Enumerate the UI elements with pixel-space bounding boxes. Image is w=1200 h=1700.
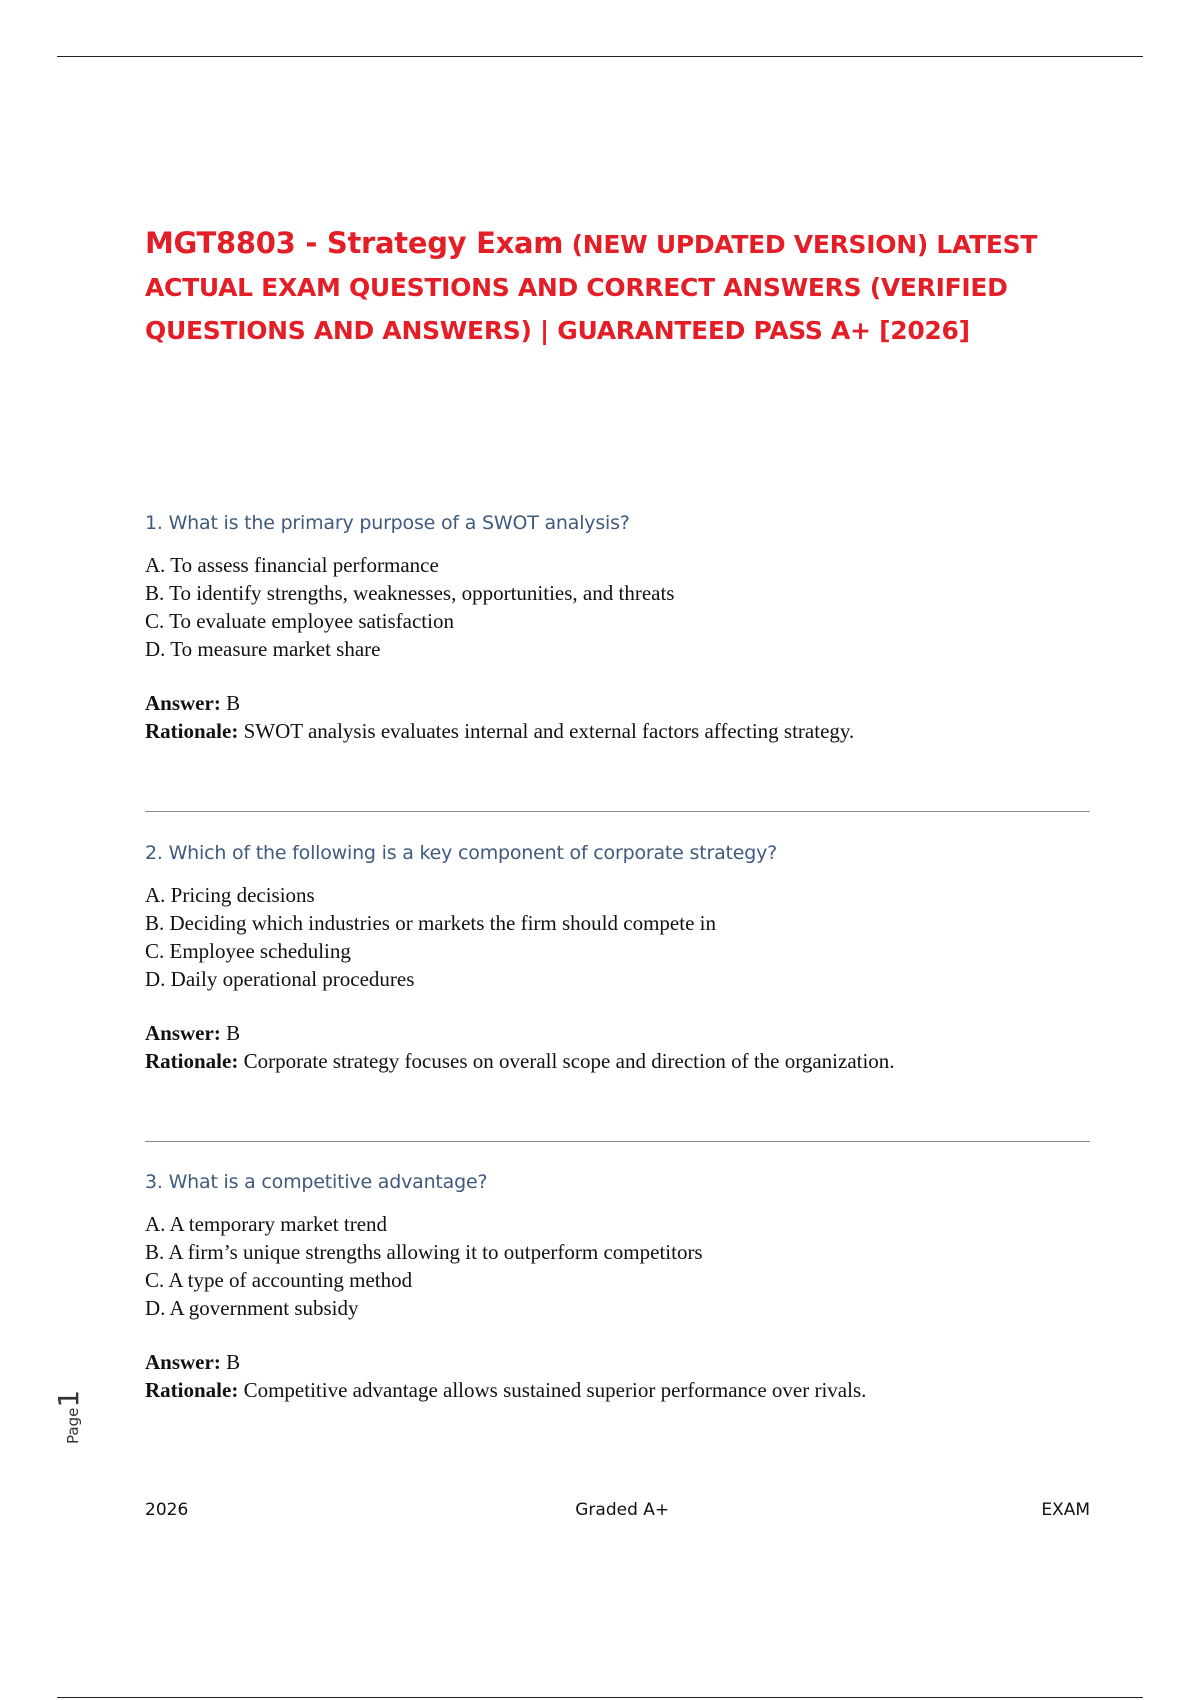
footer-year: 2026 [145, 1500, 189, 1520]
answer-label: Answer: [145, 1350, 221, 1374]
option-item: B. Deciding which industries or markets the firm should compete in [145, 911, 716, 935]
rationale-text: SWOT analysis evaluates internal and external factors affecting strategy. [243, 719, 855, 743]
options-list [145, 1210, 1090, 1322]
rationale-line [145, 1376, 1090, 1404]
answer-line [145, 689, 1090, 717]
question-block [145, 1168, 1090, 1404]
answer-line [145, 1348, 1090, 1376]
rationale-label: Rationale: [145, 1378, 239, 1402]
option-item: C. Employee scheduling [145, 939, 351, 963]
option-item: B. A firm’s unique strengths allowing it to outperform competitors [145, 1240, 703, 1264]
option-item: C. A type of accounting method [145, 1268, 413, 1292]
title-rest: (NEW UPDATED VERSION) LATEST ACTUAL EXAM QUESTIONS AND CORRECT ANSWERS (VERIFIED QUESTIONS AND ANSWERS) | GUARANTEED PASS A+ [2026] [145, 230, 1038, 345]
option-item: C. To evaluate employee satisfaction [145, 609, 454, 633]
rationale-text: Corporate strategy focuses on overall scope and direction of the organization. [243, 1049, 895, 1073]
rationale-label: Rationale: [145, 719, 239, 743]
answer-line [145, 1019, 1090, 1047]
page-footer [145, 1500, 1090, 1528]
options-list [145, 881, 1090, 993]
option-item: D. To measure market share [145, 637, 381, 661]
question-divider [145, 811, 1090, 812]
footer-grade: Graded A+ [575, 1500, 670, 1520]
title-lead: MGT8803 - Strategy Exam [145, 226, 564, 260]
question-divider [145, 1141, 1090, 1142]
rationale-label: Rationale: [145, 1049, 239, 1073]
option-item: A. To assess financial performance [145, 553, 439, 577]
header-rule [57, 56, 1143, 57]
document-title [145, 222, 1045, 352]
page-label: Page [64, 1407, 82, 1444]
footer-label: EXAM [1041, 1500, 1090, 1520]
option-item: A. Pricing decisions [145, 883, 315, 907]
rationale-line [145, 717, 1090, 745]
answer-value: B [226, 1021, 241, 1045]
rationale-text: Competitive advantage allows sustained superior performance over rivals. [243, 1378, 867, 1402]
answer-value: B [226, 691, 241, 715]
page-number-marker [52, 1389, 116, 1444]
question-block [145, 509, 1090, 745]
option-item: B. To identify strengths, weaknesses, opportunities, and threats [145, 581, 675, 605]
question-text: 1. What is the primary purpose of a SWOT analysis? [145, 512, 630, 534]
answer-label: Answer: [145, 691, 221, 715]
option-item: A. A temporary market trend [145, 1212, 388, 1236]
question-text: 2. Which of the following is a key component of corporate strategy? [145, 842, 778, 864]
options-list [145, 551, 1090, 663]
answer-label: Answer: [145, 1021, 221, 1045]
page-number: 1 [52, 1389, 85, 1408]
answer-value: B [226, 1350, 241, 1374]
option-item: D. A government subsidy [145, 1296, 359, 1320]
footer-rule [57, 1697, 1143, 1698]
question-block [145, 839, 1090, 1075]
question-text: 3. What is a competitive advantage? [145, 1171, 488, 1193]
rationale-line [145, 1047, 1090, 1075]
option-item: D. Daily operational procedures [145, 967, 415, 991]
